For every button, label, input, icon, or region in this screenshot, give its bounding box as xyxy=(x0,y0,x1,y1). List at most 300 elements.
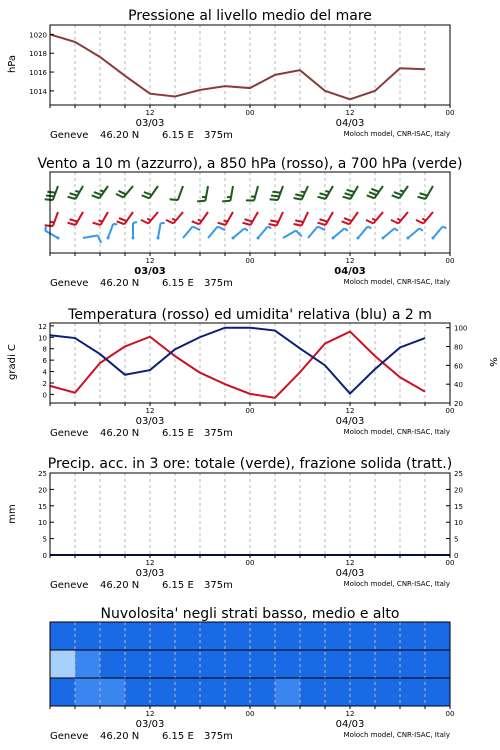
credit-label: Moloch model, CNR-ISAC, Italy xyxy=(343,580,450,588)
location-name: Geneve xyxy=(50,278,89,289)
barb-feather xyxy=(141,220,148,224)
barb-feather xyxy=(347,190,355,192)
barb-shaft xyxy=(233,228,244,238)
pressure-xaxis xyxy=(50,105,454,141)
barb-feather xyxy=(70,193,78,195)
barb-shaft xyxy=(230,186,233,201)
barb-feather xyxy=(418,197,426,199)
barb-shaft xyxy=(283,231,296,239)
location-lat: 46.20 N xyxy=(100,731,140,742)
cloud-cell xyxy=(50,678,76,706)
x-tick-label: 12 xyxy=(145,559,155,567)
y-tick-label: 1020 xyxy=(29,31,47,40)
wind-barb xyxy=(141,212,158,223)
cloud-cell xyxy=(125,622,151,650)
barb-half-feather xyxy=(419,228,422,230)
cloud-cell xyxy=(325,650,351,678)
wind-barb xyxy=(357,227,372,240)
barb-feather xyxy=(45,199,53,200)
wind-barb xyxy=(45,227,59,240)
barb-half-feather xyxy=(400,190,404,191)
credit-label: Moloch model, CNR-ISAC, Italy xyxy=(343,731,450,739)
barb-shaft xyxy=(83,235,98,238)
y-tick-label: 0 xyxy=(42,391,47,400)
location-alt: 375m xyxy=(204,580,233,591)
barb-half-feather xyxy=(45,227,46,231)
barb-feather xyxy=(295,220,303,222)
cloud-panel xyxy=(50,606,454,742)
x-tick-label: 00 xyxy=(245,407,255,415)
humidity-ylabel: % xyxy=(487,357,498,367)
cloud-cell xyxy=(300,678,326,706)
wind-barb xyxy=(318,212,333,225)
barb-shaft xyxy=(358,227,368,238)
x-tick-label: 00 xyxy=(445,710,455,718)
barb-shaft xyxy=(302,212,308,226)
wind-panel xyxy=(37,156,462,289)
y-tick-label: 10 xyxy=(38,519,47,528)
cloud-cell xyxy=(250,622,276,650)
barb-feather xyxy=(318,227,325,231)
barb-station xyxy=(132,237,135,240)
cloud-cell xyxy=(75,622,101,650)
barb-shaft xyxy=(183,227,193,238)
cloud-cell xyxy=(425,678,451,706)
date-label: 03/03 xyxy=(135,568,165,579)
cloud-cell xyxy=(425,622,451,650)
barb-shaft xyxy=(426,186,434,199)
barb-feather xyxy=(318,197,326,199)
y2-tick-label: 25 xyxy=(454,470,463,478)
y2-tick-label: 40 xyxy=(454,381,463,390)
cloud-cell xyxy=(75,678,101,706)
barb-feather xyxy=(116,194,123,198)
cloud-cell xyxy=(425,650,451,678)
location-lat: 46.20 N xyxy=(100,428,140,439)
y2-tick-label: 20 xyxy=(454,400,463,408)
barb-shaft xyxy=(326,212,334,225)
cloud-cell xyxy=(75,650,101,678)
cloud-cell xyxy=(400,678,426,706)
cloud-cell xyxy=(250,678,276,706)
barb-shaft xyxy=(45,231,58,239)
location-lon: 6.15 E xyxy=(162,278,194,289)
y2-tick-label: 5 xyxy=(454,535,459,544)
barb-shaft xyxy=(398,212,408,223)
x-tick-label: 12 xyxy=(345,559,355,567)
barb-shaft xyxy=(226,212,234,225)
x-tick-label: 12 xyxy=(145,710,155,718)
wind-barb xyxy=(132,222,138,240)
wind-barb xyxy=(208,227,225,238)
y-tick-label: 12 xyxy=(38,322,47,331)
barb-half-feather xyxy=(268,227,272,229)
y2-tick-label: 20 xyxy=(454,486,463,495)
barb-feather xyxy=(320,219,328,221)
barb-station xyxy=(232,237,235,240)
y2-tick-label: 10 xyxy=(454,519,463,528)
cloud-cell xyxy=(350,650,376,678)
y-tick-label: 5 xyxy=(42,535,47,544)
barb-feather xyxy=(93,223,101,225)
cloud-cell xyxy=(325,678,351,706)
barb-half-feather xyxy=(172,219,176,221)
barb-feather xyxy=(117,221,125,224)
cloud-xaxis xyxy=(50,706,454,742)
pressure-line xyxy=(50,34,425,99)
cloud-cell xyxy=(150,678,176,706)
wind-barb xyxy=(222,186,233,201)
x-tick-label: 00 xyxy=(245,257,255,265)
credit-label: Moloch model, CNR-ISAC, Italy xyxy=(343,278,450,286)
barb-station xyxy=(107,237,110,240)
barb-shaft xyxy=(101,212,109,225)
wind-barb xyxy=(342,212,358,224)
location-lat: 46.20 N xyxy=(100,278,140,289)
cloud-cell xyxy=(175,678,201,706)
precipitation-title: Precip. acc. in 3 ore: totale (verde), frazione solida (tratt.) xyxy=(47,456,453,472)
y-tick-label: 15 xyxy=(38,502,47,511)
barb-half-feather xyxy=(422,219,426,221)
barb-half-feather xyxy=(443,227,447,229)
wind-barb xyxy=(157,223,165,240)
barb-shaft xyxy=(373,212,383,223)
temperature-line xyxy=(50,332,425,398)
barb-feather xyxy=(142,195,150,198)
barb-shaft xyxy=(408,228,419,238)
wind-barb xyxy=(197,186,208,201)
location-name: Geneve xyxy=(50,428,89,439)
cloud-cell xyxy=(125,650,151,678)
cloud-cell xyxy=(100,650,126,678)
location-name: Geneve xyxy=(50,130,89,141)
barb-feather xyxy=(371,189,379,192)
barb-feather xyxy=(170,199,178,200)
x-tick-label: 12 xyxy=(345,257,355,265)
barb-feather xyxy=(245,219,253,221)
barb-half-feather xyxy=(147,219,151,221)
temperature-panel xyxy=(7,307,498,439)
cloud-cell xyxy=(225,650,251,678)
wind-barb xyxy=(308,227,325,238)
barb-feather xyxy=(68,197,76,199)
wind-barb xyxy=(218,212,233,225)
barb-half-feather xyxy=(198,220,202,221)
cloud-cell xyxy=(350,678,376,706)
barb-feather xyxy=(218,223,226,225)
wind-barb xyxy=(416,212,433,223)
cloud-cell xyxy=(400,650,426,678)
wind-barb xyxy=(283,231,302,239)
x-tick-label: 12 xyxy=(345,710,355,718)
wind-barb xyxy=(116,186,133,197)
barb-half-feather xyxy=(244,228,247,230)
pressure-grid xyxy=(75,25,425,105)
x-tick-label: 00 xyxy=(445,257,455,265)
cloud-cell xyxy=(300,650,326,678)
y-tick-label: 10 xyxy=(38,334,47,343)
wind-barb xyxy=(45,186,58,200)
barb-feather xyxy=(391,220,398,224)
y-tick-label: 0 xyxy=(42,552,47,560)
cloud-cell xyxy=(275,678,301,706)
wind-barb xyxy=(107,224,118,240)
x-tick-label: 00 xyxy=(245,710,255,718)
x-tick-label: 12 xyxy=(145,257,155,265)
barb-feather xyxy=(269,224,277,226)
barb-feather xyxy=(47,192,55,193)
wind-barb xyxy=(166,212,183,223)
date-label: 03/03 xyxy=(135,416,165,427)
barb-feather xyxy=(345,193,353,195)
wind-barb xyxy=(246,186,258,200)
barb-station xyxy=(57,237,60,240)
barb-feather xyxy=(294,224,302,226)
cloud-cell xyxy=(300,622,326,650)
wind-barb xyxy=(170,186,183,200)
location-name: Geneve xyxy=(50,731,89,742)
barb-shaft xyxy=(208,227,218,238)
barb-feather xyxy=(416,220,423,224)
barb-station xyxy=(357,237,360,240)
temperature-grid xyxy=(75,323,425,403)
wind-grid xyxy=(75,172,425,253)
barb-feather xyxy=(270,220,278,222)
barb-shaft xyxy=(158,223,161,238)
cloud-cell xyxy=(375,650,401,678)
barb-feather xyxy=(243,223,251,225)
pressure-title: Pressione al livello medio del mare xyxy=(128,8,372,24)
barb-station xyxy=(257,237,260,240)
barb-feather xyxy=(366,220,373,224)
cloud-cell xyxy=(150,650,176,678)
date-label: 03/03 xyxy=(134,266,166,277)
wind-barb xyxy=(257,227,272,240)
temperature-series xyxy=(50,328,425,398)
barb-feather xyxy=(320,193,328,195)
wind-barb xyxy=(68,212,83,225)
barb-feather xyxy=(367,195,375,198)
barb-shaft xyxy=(258,227,268,238)
date-label: 04/03 xyxy=(335,118,365,129)
temperature-xaxis xyxy=(50,403,454,439)
barb-shaft xyxy=(148,212,158,223)
cloud-cell xyxy=(375,622,401,650)
barb-half-feather xyxy=(344,228,347,230)
x-tick-label: 00 xyxy=(445,559,455,567)
location-lon: 6.15 E xyxy=(162,731,194,742)
barb-feather xyxy=(342,221,350,224)
barb-shaft xyxy=(433,227,443,238)
cloud-cell xyxy=(225,678,251,706)
barb-half-feather xyxy=(100,190,104,191)
x-tick-label: 00 xyxy=(445,407,455,415)
barb-half-feather xyxy=(224,220,228,221)
barb-station xyxy=(332,237,335,240)
barb-half-feather xyxy=(368,227,372,229)
location-lat: 46.20 N xyxy=(100,130,140,141)
location-lon: 6.15 E xyxy=(162,428,194,439)
barb-shaft xyxy=(349,212,358,224)
barb-half-feather xyxy=(301,192,305,193)
barb-shaft xyxy=(124,212,133,224)
cloud-cell xyxy=(200,650,226,678)
barb-feather xyxy=(222,201,230,202)
barb-feather xyxy=(270,199,278,200)
y2-tick-label: 15 xyxy=(454,502,463,511)
location-lon: 6.15 E xyxy=(162,130,194,141)
cloud-cell xyxy=(200,622,226,650)
barb-half-feather xyxy=(133,222,137,223)
y-tick-label: 1016 xyxy=(29,69,47,78)
barb-shaft xyxy=(254,186,258,200)
pressure-panel xyxy=(7,8,454,141)
wind-barb xyxy=(270,186,283,200)
barb-half-feather xyxy=(394,228,397,230)
temperature-title: Temperatura (rosso) ed umidita' relativa (blu) a 2 m xyxy=(68,307,432,323)
cloud-cell xyxy=(150,622,176,650)
wind-title: Vento a 10 m (azzurro), a 850 hPa (rosso), a 700 hPa (verde) xyxy=(37,156,463,172)
wind-barb xyxy=(45,212,58,226)
barb-feather xyxy=(144,192,152,195)
wind-barb xyxy=(83,235,101,243)
y-tick-label: 20 xyxy=(38,486,47,495)
wind-barb xyxy=(294,212,308,226)
y-tick-label: 4 xyxy=(42,368,47,377)
barb-shaft xyxy=(251,212,259,225)
barb-station xyxy=(432,237,435,240)
wind-barb xyxy=(183,227,200,238)
cloud-cell xyxy=(125,678,151,706)
barb-station xyxy=(407,237,410,240)
x-tick-label: 00 xyxy=(445,109,455,117)
barb-feather xyxy=(272,192,280,193)
barb-shaft xyxy=(178,186,183,200)
barb-half-feather xyxy=(99,220,103,221)
y2-tick-label: 0 xyxy=(454,552,459,560)
barb-feather xyxy=(166,220,173,224)
y2-tick-label: 60 xyxy=(454,362,463,371)
location-name: Geneve xyxy=(50,580,89,591)
wind-barb xyxy=(294,186,308,200)
barb-shaft xyxy=(383,228,394,238)
barb-shaft xyxy=(199,212,208,224)
location-lon: 6.15 E xyxy=(162,580,194,591)
wind-barb xyxy=(432,227,447,240)
barb-feather xyxy=(369,192,377,195)
barb-feather xyxy=(392,195,400,198)
cloud-cell xyxy=(275,622,301,650)
date-label: 03/03 xyxy=(135,118,165,129)
cloud-cell xyxy=(325,622,351,650)
barb-feather xyxy=(218,227,225,231)
barb-feather xyxy=(271,195,279,196)
cloud-cell xyxy=(400,622,426,650)
cloud-cell xyxy=(175,650,201,678)
cloud-cell xyxy=(100,678,126,706)
y2-tick-label: 100 xyxy=(454,324,468,333)
cloud-cell xyxy=(275,650,301,678)
barb-feather xyxy=(119,218,127,221)
barb-feather xyxy=(318,223,326,225)
cloud-cell xyxy=(200,678,226,706)
cloud-cell xyxy=(50,622,76,650)
location-alt: 375m xyxy=(204,130,233,141)
barb-shaft xyxy=(333,228,344,238)
precipitation-grid xyxy=(75,473,425,555)
wind-barb xyxy=(269,212,283,226)
date-label: 04/03 xyxy=(335,416,365,427)
x-tick-label: 12 xyxy=(345,407,355,415)
cloud-cell xyxy=(175,622,201,650)
barb-feather xyxy=(70,219,78,221)
precipitation-panel xyxy=(7,456,463,591)
barb-feather xyxy=(92,195,100,198)
x-tick-label: 00 xyxy=(245,559,255,567)
wind-barb xyxy=(332,228,348,239)
x-tick-label: 12 xyxy=(345,109,355,117)
cloud-cell xyxy=(50,650,76,678)
barb-shaft xyxy=(308,227,318,238)
barb-shaft xyxy=(149,186,158,198)
y-tick-label: 25 xyxy=(38,470,47,478)
barb-feather xyxy=(68,223,76,225)
wind-barb xyxy=(232,228,248,239)
barb-feather xyxy=(192,221,200,224)
barb-shaft xyxy=(277,212,283,226)
x-tick-label: 12 xyxy=(145,109,155,117)
cloud-cell xyxy=(100,622,126,650)
barb-shaft xyxy=(76,212,84,225)
pressure-series xyxy=(50,34,425,99)
date-label: 04/03 xyxy=(335,719,365,730)
y2-tick-label: 80 xyxy=(454,343,463,352)
y-tick-label: 6 xyxy=(42,357,47,366)
date-label: 04/03 xyxy=(335,568,365,579)
barb-feather xyxy=(98,235,101,243)
barb-feather xyxy=(296,231,302,237)
wind-barb xyxy=(192,212,208,224)
precipitation-xaxis xyxy=(50,555,454,591)
y-tick-label: 1014 xyxy=(29,87,47,96)
barb-station xyxy=(157,237,160,240)
temperature-ylabel: gradi C xyxy=(7,344,18,380)
wind-barb xyxy=(391,212,408,223)
barb-shaft xyxy=(53,212,58,226)
barb-feather xyxy=(197,201,205,202)
barb-feather xyxy=(295,194,303,196)
barb-feather xyxy=(394,192,402,195)
cloud-cell xyxy=(350,622,376,650)
y-tick-label: 2 xyxy=(42,380,47,388)
humidity-line xyxy=(50,328,425,394)
credit-label: Moloch model, CNR-ISAC, Italy xyxy=(343,130,450,138)
location-alt: 375m xyxy=(204,278,233,289)
x-tick-label: 12 xyxy=(145,407,155,415)
barb-half-feather xyxy=(76,191,80,192)
barb-feather xyxy=(343,197,351,199)
barb-shaft xyxy=(173,212,183,223)
wind-barb xyxy=(366,212,383,223)
precipitation-ylabel: mm xyxy=(7,504,18,524)
wind-barb xyxy=(407,228,423,239)
y-tick-label: 1018 xyxy=(29,50,47,59)
wind-barb xyxy=(93,212,108,225)
location-alt: 375m xyxy=(204,731,233,742)
wind-series xyxy=(45,186,447,243)
date-label: 04/03 xyxy=(334,266,366,277)
barb-feather xyxy=(45,225,53,226)
